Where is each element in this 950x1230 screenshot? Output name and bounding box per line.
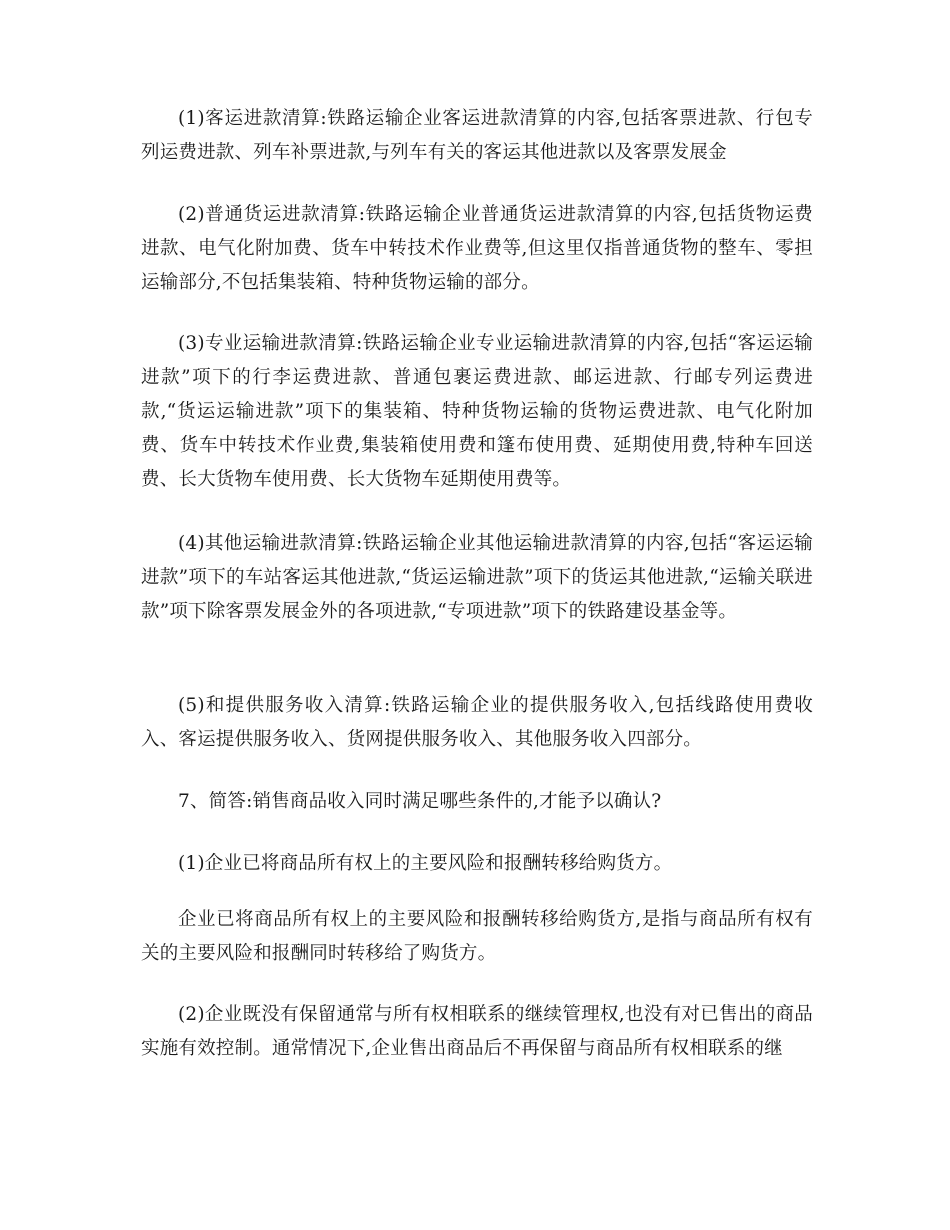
paragraph-freight-revenue-clearing: (2)普通货运进款清算:铁路运输企业普通货运进款清算的内容,包括货物运费进款、电气化附加费、货车中转技术作业费等,但这里仅指普通货物的整车、零担运输部分,不包括集装箱、特种货物运输的部分。 bbox=[141, 204, 813, 293]
paragraph-specialized-transport-clearing: (3)专业运输进款清算:铁路运输企业专业运输进款清算的内容,包括“客运运输进款”项下的行李运费进款、普通包裹运费进款、邮运进款、行邮专列运费进款,“货运运输进款”项下的集装箱、特种货物运输的货物运费进款、电气化附加费、货车中转技术作业费,集装箱使用费和篷布使用费、延期使用费,特种车回送费、长大货物车使用费、长大货物车延期使用费等。 bbox=[141, 333, 813, 490]
paragraph-service-income-clearing: (5)和提供服务收入清算:铁路运输企业的提供服务收入,包括线路使用费收入、客运提供服务收入、货网提供服务收入、其他服务收入四部分。 bbox=[141, 695, 813, 750]
condition-2-paragraph: (2)企业既没有保留通常与所有权相联系的继续管理权,也没有对已售出的商品实施有效控制。通常情况下,企业售出商品后不再保留与商品所有权相联系的继 bbox=[141, 1004, 813, 1059]
condition-1-explanation: 企业已将商品所有权上的主要风险和报酬转移给购货方,是指与商品所有权有关的主要风险和报酬同时转移给了购货方。 bbox=[141, 909, 813, 964]
paragraph-other-transport-clearing: (4)其他运输进款清算:铁路运输企业其他运输进款清算的内容,包括“客运运输进款”项下的车站客运其他进款,“货运运输进款”项下的货运其他进款,“运输关联进款”项下除客票发展金外的各项进款,“专项进款”项下的铁路建设基金等。 bbox=[141, 533, 813, 622]
question-heading: 7、简答:销售商品收入同时满足哪些条件的,才能予以确认? bbox=[178, 791, 662, 812]
paragraph-passenger-revenue-clearing: (1)客运进款清算:铁路运输企业客运进款清算的内容,包括客票进款、行包专列运费进款、列车补票进款,与列车有关的客运其他进款以及客票发展金 bbox=[141, 108, 813, 163]
condition-1-heading: (1)企业已将商品所有权上的主要风险和报酬转移给购货方。 bbox=[178, 853, 673, 874]
